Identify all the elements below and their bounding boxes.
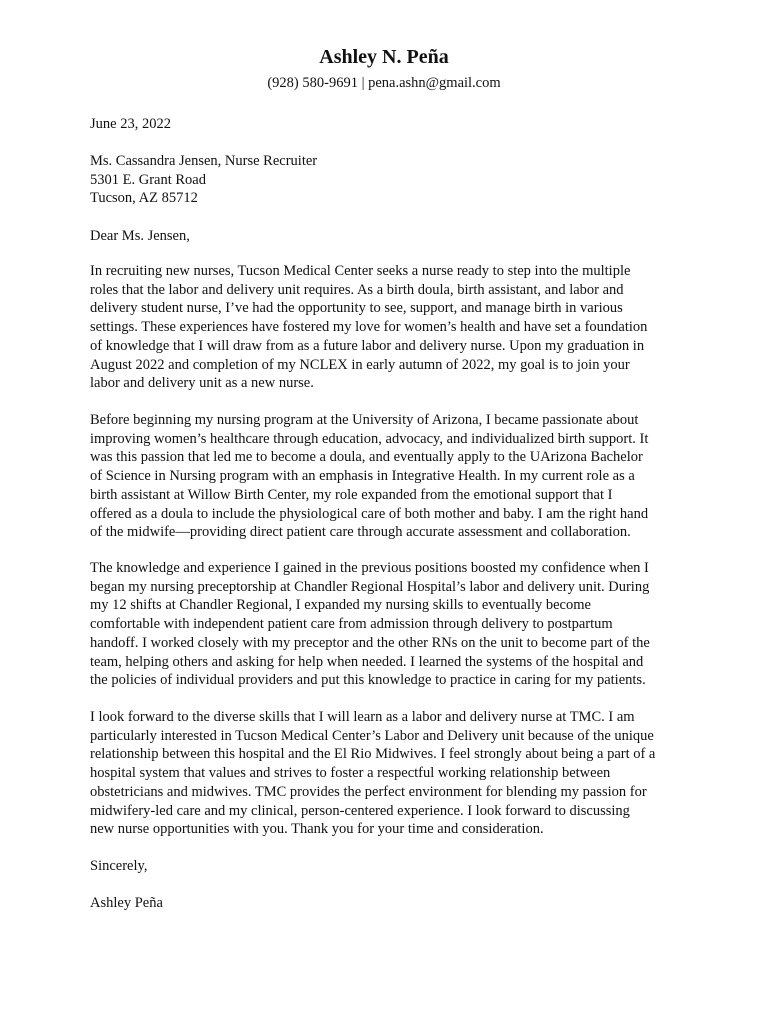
paragraph-line: my 12 shifts at Chandler Regional, I expanded my nursing skills to eventually become [90,597,591,614]
paragraph-line: handoff. I worked closely with my preceptor and the other RNs on the unit to become part of the [90,634,650,651]
paragraph-line: offered as a doula to include the physiological care of both mother and baby. I am the right hand [90,505,649,522]
paragraph-line: of the midwife—providing direct patient care through accurate assessment and collaboration. [90,524,631,541]
paragraph-line: of Science in Nursing program with an emphasis in Integrative Health. In my current role as a [90,468,635,485]
paragraph-line: settings. These experiences have fostered my love for women’s health and have set a foundation [90,319,648,336]
closing: Sincerely, [90,858,148,874]
recipient-name: Ms. Cassandra Jensen, Nurse Recruiter [90,153,318,169]
paragraph-line: relationship between this hospital and the El Rio Midwives. I feel strongly about being a part of a [90,746,656,763]
paragraph-line: was this passion that led me to become a doula, and eventually apply to the UArizona Bachelor [90,449,643,466]
paragraph-line: labor and delivery unit as a new nurse. [90,375,314,392]
paragraph-line: improving women’s healthcare through education, advocacy, and individualized birth support. It [90,430,649,447]
paragraph-line: particularly interested in Tucson Medical Center’s Labor and Delivery unit because of the unique [90,727,654,744]
salutation: Dear Ms. Jensen, [90,228,190,244]
paragraph-line: I look forward to the diverse skills that I will learn as a labor and delivery nurse at TMC. I am [90,709,635,725]
recipient-street: 5301 E. Grant Road [90,171,206,188]
signature-name: Ashley Peña [90,895,163,911]
recipient-address [90,152,690,208]
paragraph-line: the policies of individual providers and put this knowledge to practice in caring for my patients. [90,672,646,689]
recipient-city: Tucson, AZ 85712 [90,190,198,207]
paragraph-line: team, helping others and asking for help when needed. I learned the systems of the hospital and [90,653,644,670]
paragraph-line: In recruiting new nurses, Tucson Medical Center seeks a nurse ready to step into the multiple [90,263,631,279]
paragraph-line: of knowledge that I will draw from as a future labor and delivery nurse. Upon my graduation in [90,337,645,354]
paragraph-1 [90,262,690,393]
paragraph-line: Before beginning my nursing program at the University of Arizona, I became passionate about [90,412,639,428]
paragraph-line: hospital system that values and strives to foster a respectful working relationship between [90,765,611,782]
paragraph-line: obstetricians and midwives. TMC provides the perfect environment for blending my passion for [90,783,647,800]
paragraph-4 [90,708,690,839]
paragraph-line: new nurse opportunities with you. Thank you for your time and consideration. [90,821,544,838]
paragraph-line: The knowledge and experience I gained in the previous positions boosted my confidence when I [90,560,649,576]
paragraph-line: delivery student nurse, I’ve had the opportunity to see, support, and manage birth in various [90,300,623,317]
paragraph-line: began my nursing preceptorship at Chandler Regional Hospital’s labor and delivery unit. During [90,578,650,595]
paragraph-line: birth assistant at Willow Birth Center, my role expanded from the emotional support that I [90,486,613,503]
paragraph-3 [90,559,690,690]
letter-date: June 23, 2022 [90,116,171,132]
paragraph-2 [90,411,690,542]
paragraph-line: comfortable with independent patient care from admission through delivery to postpartum [90,616,613,633]
paragraph-line: midwifery-led care and my clinical, person-centered experience. I look forward to discussing [90,802,630,819]
paragraph-line: August 2022 and completion of my NCLEX in early autumn of 2022, my goal is to join your [90,356,630,373]
paragraph-line: roles that the labor and delivery unit requires. As a birth doula, birth assistant, and labor and [90,281,624,298]
contact-info: (928) 580-9691 | pena.ashn@gmail.com [267,75,501,91]
applicant-name: Ashley N. Peña [319,46,449,68]
